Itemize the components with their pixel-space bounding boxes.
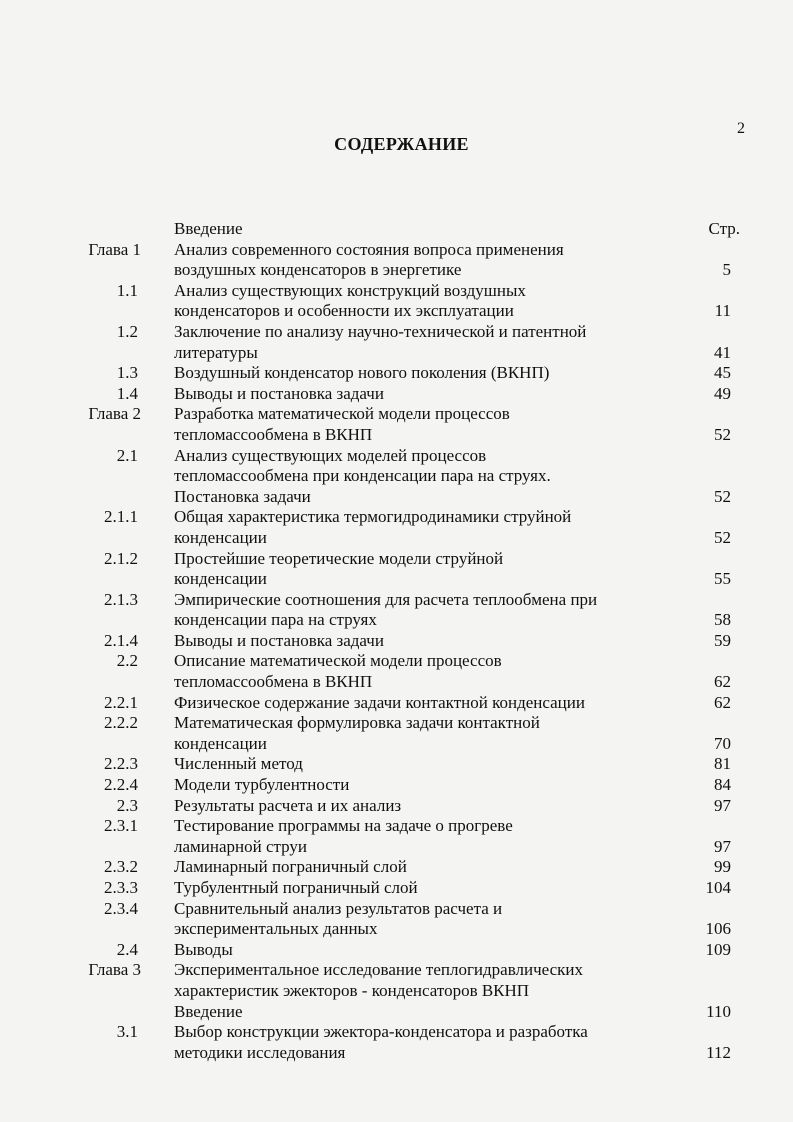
toc-entry-title: Простейшие теоретические модели струйной (174, 548, 504, 568)
toc-line (0, 219, 793, 240)
toc-entry-number: 2.1 (116, 445, 138, 465)
toc-line (0, 363, 793, 384)
toc-entry-number: 2.3.3 (104, 878, 138, 897)
toc-line (0, 610, 793, 631)
toc-line (0, 446, 793, 467)
toc-entry-page: 49 (714, 383, 731, 403)
toc-line (0, 672, 793, 693)
toc-entry-page: 5 (722, 260, 731, 280)
toc-entry-title: Тестирование программы на задаче о прогреве (174, 816, 513, 836)
toc-line (0, 487, 793, 508)
toc-entry-page: 99 (714, 857, 731, 877)
toc-entry-title: Постановка задачи (174, 486, 311, 506)
toc-entry-number: 2.2.1 (104, 692, 138, 712)
toc-entry-title: Выбор конструкции эжектора-конденсатора и разработка (174, 1022, 588, 1042)
toc-entry-page: 106 (705, 919, 731, 939)
toc-entry-page: 52 (714, 527, 731, 547)
toc-entry-number: 2.1.4 (104, 630, 138, 650)
toc-entry-number: Глава 1 (88, 239, 141, 259)
toc-line (0, 899, 793, 920)
toc-line (0, 775, 793, 796)
toc-entry-number: Глава 2 (88, 404, 141, 424)
toc-line (0, 940, 793, 961)
toc-entry-title: конденсации пара на струях (174, 610, 377, 630)
toc-line (0, 713, 793, 734)
toc-line (0, 857, 793, 878)
toc-entry-number: 2.1.3 (104, 589, 138, 609)
toc-entry-number: 2.2 (116, 651, 138, 671)
toc-entry-title: конденсаторов и особенности их эксплуатации (174, 301, 514, 321)
toc-entry-page: 62 (714, 672, 731, 692)
toc-entry-title: Разработка математической модели процессов (174, 404, 510, 424)
toc-entry-title: характеристик эжекторов - конденсаторов ВКНП (174, 980, 530, 1000)
page-number: 2 (737, 120, 745, 137)
toc-line (0, 878, 793, 899)
toc-entry-number: 2.4 (116, 939, 138, 959)
table-of-contents (0, 219, 793, 1063)
toc-entry-title: Введение (174, 219, 243, 238)
toc-entry-title: Воздушный конденсатор нового поколения (ВКНП) (174, 363, 550, 383)
toc-entry-page: 97 (714, 836, 731, 856)
toc-line (0, 507, 793, 528)
toc-entry-number: 1.2 (116, 321, 138, 341)
toc-entry-number: 3.1 (116, 1022, 138, 1042)
toc-entry-title: тепломассообмена в ВКНП (174, 424, 373, 444)
toc-line (0, 734, 793, 755)
toc-line (0, 260, 793, 281)
toc-entry-page: 81 (714, 754, 731, 774)
toc-entry-title: тепломассообмена в ВКНП (174, 672, 373, 692)
toc-entry-title: Заключение по анализу научно-технической и патентной (174, 321, 587, 341)
toc-line (0, 1043, 793, 1064)
toc-entry-title: Результаты расчета и их анализ (174, 795, 402, 815)
toc-line (0, 590, 793, 611)
toc-entry-number: 2.2.4 (104, 775, 138, 795)
toc-entry-number: 2.3.1 (104, 816, 138, 836)
toc-line (0, 1022, 793, 1043)
toc-entry-title: Сравнительный анализ результатов расчета и (174, 898, 503, 918)
toc-line (0, 240, 793, 261)
toc-entry-number: 2.2.2 (104, 713, 138, 733)
toc-entry-number: 1.1 (116, 280, 138, 300)
toc-line (0, 569, 793, 590)
toc-entry-title: экспериментальных данных (174, 919, 378, 939)
toc-entry-title: Математическая формулировка задачи контактной (174, 713, 540, 733)
toc-entry-number: 1.3 (116, 363, 138, 383)
toc-entry-title: Общая характеристика термогидродинамики струйной (174, 507, 572, 527)
toc-entry-page: 104 (705, 878, 731, 897)
toc-line (0, 384, 793, 405)
toc-entry-title: Эмпирические соотношения для расчета теплообмена при (174, 589, 598, 609)
toc-line (0, 549, 793, 570)
toc-entry-title: ламинарной струи (174, 836, 308, 856)
toc-entry-page: 52 (714, 424, 731, 444)
toc-entry-title: воздушных конденсаторов в энергетике (174, 260, 462, 280)
toc-line (0, 281, 793, 302)
toc-entry-title: литературы (174, 342, 258, 362)
toc-entry-title: конденсации (174, 733, 267, 753)
toc-entry-number: 2.3.2 (104, 857, 138, 877)
toc-line (0, 425, 793, 446)
toc-line (0, 631, 793, 652)
toc-entry-page: 45 (714, 363, 731, 383)
toc-line (0, 651, 793, 672)
toc-entry-number: 2.1.1 (104, 507, 138, 527)
toc-entry-title: Экспериментальное исследование теплогидравлических (174, 960, 584, 980)
toc-entry-number: 2.2.3 (104, 754, 138, 774)
toc-entry-page: 11 (714, 301, 731, 321)
toc-line (0, 343, 793, 364)
toc-entry-page: 41 (714, 342, 731, 362)
toc-line (0, 816, 793, 837)
toc-entry-title: методики исследования (174, 1042, 346, 1062)
page-title: СОДЕРЖАНИЕ (334, 134, 469, 154)
toc-line (0, 1002, 793, 1023)
toc-entry-title: Анализ существующих конструкций воздушных (174, 280, 526, 300)
toc-line (0, 322, 793, 343)
toc-entry-page: 62 (714, 692, 731, 712)
toc-entry-title: Турбулентный пограничный слой (174, 878, 418, 897)
toc-line (0, 919, 793, 940)
toc-line (0, 528, 793, 549)
toc-line (0, 796, 793, 817)
toc-entry-title: Численный метод (174, 754, 303, 774)
toc-entry-page: 52 (714, 486, 731, 506)
toc-entry-title: Описание математической модели процессов (174, 651, 502, 671)
toc-entry-number: 2.3.4 (104, 898, 138, 918)
toc-entry-title: конденсации (174, 527, 267, 547)
toc-entry-title: Анализ современного состояния вопроса применения (174, 239, 564, 259)
toc-entry-page: 84 (714, 775, 731, 795)
toc-entry-title: Анализ существующих моделей процессов (174, 445, 487, 465)
toc-line (0, 754, 793, 775)
page-column-label: Стр. (708, 219, 740, 238)
toc-entry-title: Выводы (174, 939, 233, 959)
toc-line (0, 466, 793, 487)
toc-entry-page: 70 (714, 733, 731, 753)
toc-entry-page: 109 (705, 939, 731, 959)
toc-entry-page: 112 (706, 1042, 731, 1062)
toc-line (0, 981, 793, 1002)
toc-entry-title: тепломассообмена при конденсации пара на струях. (174, 466, 551, 486)
toc-entry-title: Ламинарный пограничный слой (174, 857, 407, 877)
toc-line (0, 693, 793, 714)
toc-entry-title: Введение (174, 1001, 243, 1021)
toc-entry-page: 97 (714, 795, 731, 815)
toc-entry-title: Выводы и постановка задачи (174, 630, 384, 650)
toc-entry-title: Модели турбулентности (174, 775, 350, 795)
toc-line (0, 301, 793, 322)
toc-entry-number: 2.3 (116, 795, 138, 815)
toc-line (0, 837, 793, 858)
toc-entry-page: 110 (706, 1001, 731, 1021)
toc-line (0, 404, 793, 425)
toc-entry-title: конденсации (174, 569, 267, 589)
toc-entry-page: 55 (714, 569, 731, 589)
toc-line (0, 960, 793, 981)
toc-entry-title: Выводы и постановка задачи (174, 383, 384, 403)
toc-entry-title: Физическое содержание задачи контактной конденсации (174, 692, 585, 712)
toc-entry-number: Глава 3 (88, 960, 141, 980)
toc-entry-number: 1.4 (116, 383, 138, 403)
toc-entry-number: 2.1.2 (104, 548, 138, 568)
toc-entry-page: 58 (714, 610, 731, 630)
toc-entry-page: 59 (714, 630, 731, 650)
